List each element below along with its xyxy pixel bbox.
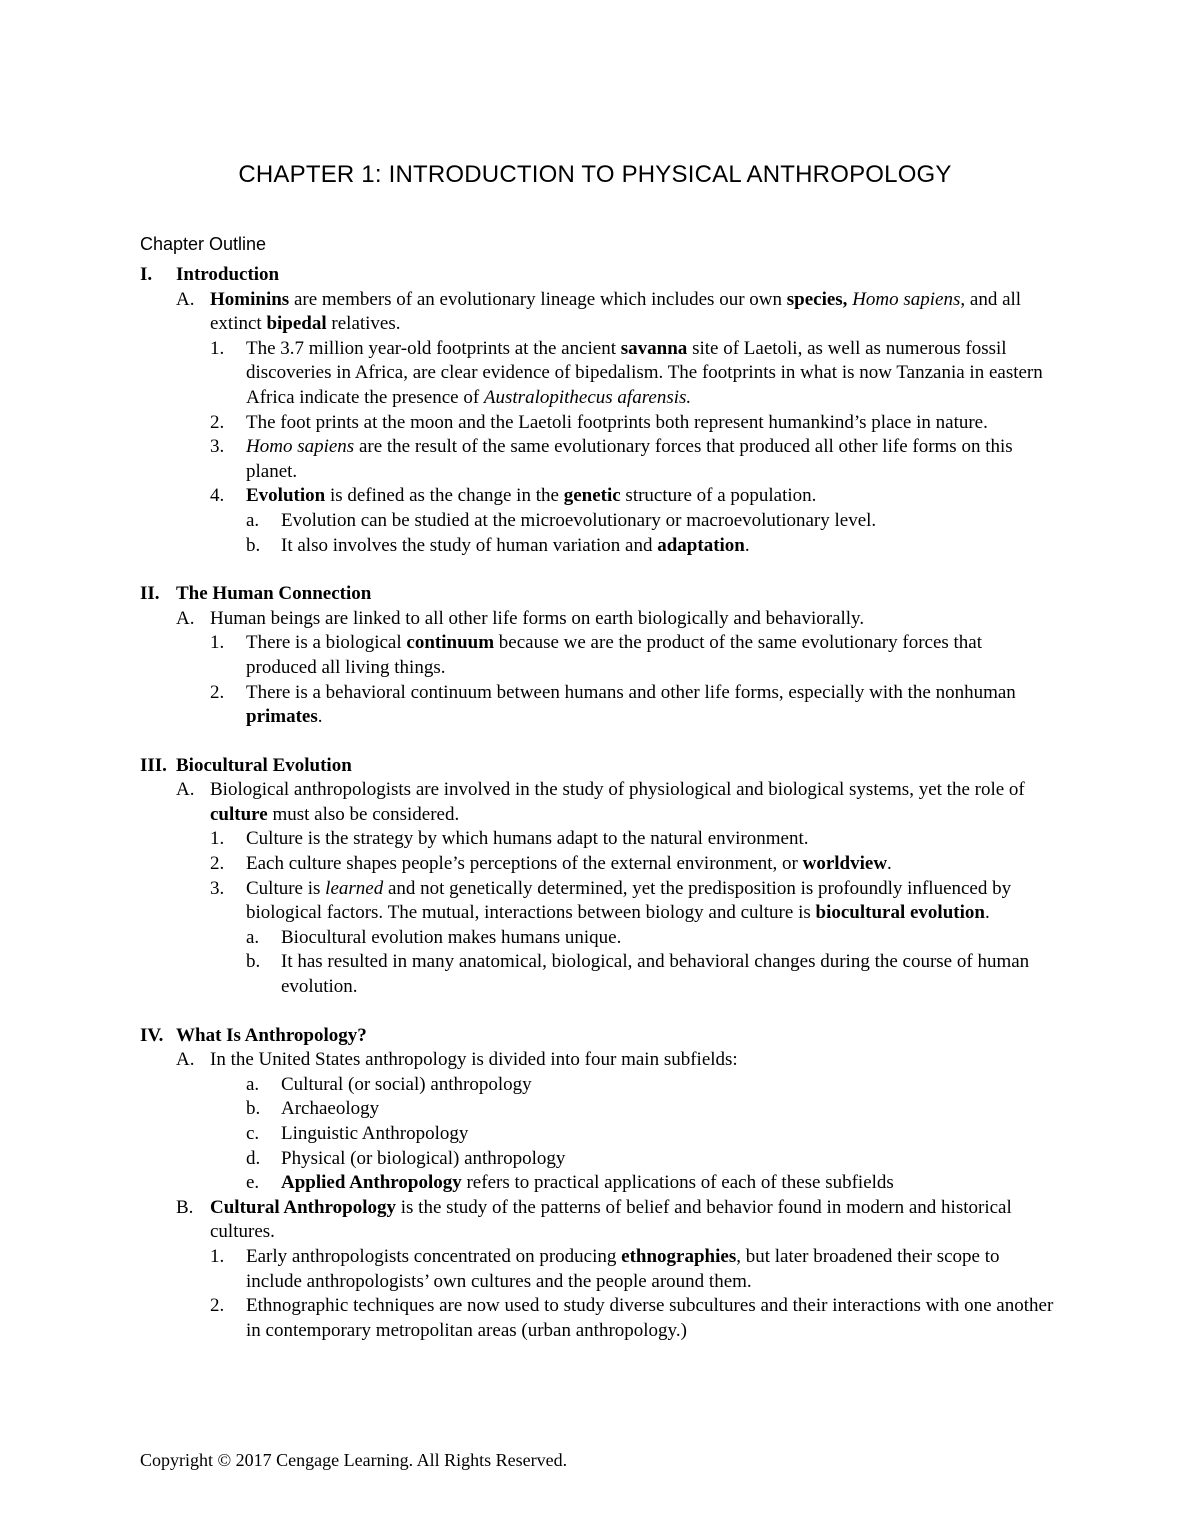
item-text: The foot prints at the moon and the Laetoli footprints both represent humankind’s place in nature.	[246, 411, 988, 433]
outline-item	[0, 1048, 1190, 1073]
item-text: In the United States anthropology is divided into four main subfields:	[210, 1049, 738, 1071]
item-marker: 1.	[210, 828, 225, 850]
item-marker: 3.	[210, 877, 225, 899]
outline-item	[0, 827, 1190, 852]
term: bipedal	[266, 313, 327, 335]
item-text: Ethnographic techniques are now used to study diverse subcultures and their interactions with one another in contemporary metropolitan areas (urban anthropology.)	[246, 1295, 1054, 1341]
item-text: Culture is learned and not genetically determined, yet the predisposition is profoundly influenced by biological factors. The mutual, interactions between biology and culture is biocultural evolution.	[246, 877, 1012, 924]
item-text: Evolution can be studied at the microevolutionary or macroevolutionary level.	[281, 509, 877, 531]
item-text: Early anthropologists concentrated on producing ethnographies, but later broadened their scope to include anthropologists’ own cultures and the people around them.	[246, 1245, 1000, 1292]
item-text: Homo sapiens are the result of the same evolutionary forces that produced all other life forms on this planet.	[246, 436, 1013, 482]
item-text: Hominins are members of an evolutionary lineage which includes our own species, Homo sapiens, and all extinct bipedal relatives.	[210, 288, 1022, 335]
item-text: Archaeology	[281, 1098, 380, 1120]
term: learned	[325, 877, 384, 899]
item-text: Each culture shapes people’s perceptions of the external environment, or worldview.	[246, 853, 892, 875]
chapter-title: CHAPTER 1: INTRODUCTION TO PHYSICAL ANTHROPOLOGY	[238, 161, 952, 188]
outline-item	[0, 509, 1190, 534]
outline-item	[0, 1245, 1190, 1294]
term: continuum	[406, 632, 495, 654]
outline-item	[0, 534, 1190, 559]
term: Applied Anthropology	[281, 1172, 462, 1194]
item-text: Biological anthropologists are involved in the study of physiological and biological systems, yet the role of culture must also be considered.	[210, 779, 1025, 825]
outline-item	[0, 484, 1190, 509]
item-marker: B.	[176, 1196, 194, 1218]
outline-item	[0, 607, 1190, 632]
section-title: The Human Connection	[176, 583, 372, 605]
item-marker: 1.	[210, 337, 225, 359]
outline-item	[0, 1147, 1190, 1172]
section-marker: III.	[140, 754, 167, 776]
term: adaptation	[657, 534, 745, 556]
item-marker: c.	[246, 1123, 260, 1144]
term: Evolution	[246, 485, 326, 507]
term: Hominins	[210, 288, 290, 310]
item-text: Human beings are linked to all other life forms on earth biologically and behaviorally.	[210, 607, 865, 629]
item-text: Linguistic Anthropology	[281, 1123, 469, 1144]
item-marker: A.	[176, 1049, 195, 1071]
section-title: Biocultural Evolution	[176, 754, 352, 776]
outline-item	[0, 926, 1190, 951]
outline-content	[0, 263, 1190, 1343]
item-marker: 3.	[210, 436, 225, 458]
item-text: Cultural (or social) anthropology	[281, 1073, 532, 1095]
item-marker: e.	[246, 1172, 260, 1194]
outline-item	[0, 1097, 1190, 1122]
item-text: It has resulted in many anatomical, biological, and behavioral changes during the course of human evolution.	[281, 951, 1030, 998]
item-marker: 2.	[210, 853, 225, 875]
item-marker: b.	[246, 951, 261, 973]
outline-item	[0, 877, 1190, 926]
outline-item	[0, 435, 1190, 484]
item-text: The 3.7 million year-old footprints at the ancient savanna site of Laetoli, as well as numerous fossil discoveries in Africa, are clear evidence of bipedalism. The footprints in what is now Tanzania in eastern Africa indicate the presence of Australopithecus afarensis.	[246, 337, 1043, 408]
section-marker: II.	[140, 583, 160, 605]
outline-item	[0, 778, 1190, 827]
outline-item	[0, 288, 1190, 337]
term: biocultural evolution	[815, 902, 985, 924]
item-text: Physical (or biological) anthropology	[281, 1147, 566, 1169]
outline-item	[0, 1171, 1190, 1196]
item-text: There is a biological continuum because we are the product of the same evolutionary forces that produced all living things.	[246, 632, 983, 678]
chapter-outline-label: Chapter Outline	[140, 234, 267, 254]
item-marker: A.	[176, 607, 195, 629]
item-marker: 1.	[210, 1245, 225, 1267]
outline-item	[0, 411, 1190, 436]
item-marker: a.	[246, 1073, 260, 1095]
outline-item	[0, 1294, 1190, 1343]
item-marker: a.	[246, 926, 260, 948]
outline-item	[0, 852, 1190, 877]
section-heading	[0, 582, 1190, 607]
section-marker: I.	[140, 264, 153, 285]
term: Homo sapiens	[246, 436, 355, 458]
section-title: Introduction	[176, 264, 280, 285]
outline-item	[0, 631, 1190, 680]
term: primates	[246, 706, 318, 728]
item-marker: A.	[176, 288, 195, 310]
outline-item	[0, 950, 1190, 999]
term: Homo sapiens	[852, 288, 961, 310]
item-marker: b.	[246, 1098, 261, 1120]
section-heading	[0, 263, 1190, 288]
item-text: Culture is the strategy by which humans adapt to the natural environment.	[246, 828, 809, 850]
item-text: Biocultural evolution makes humans unique.	[281, 926, 622, 948]
term: culture	[210, 803, 268, 825]
item-text: Cultural Anthropology is the study of the patterns of belief and behavior found in modern and historical cultures.	[210, 1196, 1012, 1243]
item-marker: d.	[246, 1147, 261, 1169]
term: species,	[786, 288, 848, 310]
term: Cultural Anthropology	[210, 1196, 396, 1218]
item-text: Applied Anthropology refers to practical applications of each of these subfields	[281, 1172, 894, 1194]
outline-item	[0, 1073, 1190, 1098]
item-marker: 2.	[210, 1295, 225, 1317]
item-marker: 4.	[210, 485, 225, 507]
term: ethnographies	[621, 1245, 737, 1267]
item-text: Evolution is defined as the change in the genetic structure of a population.	[246, 485, 817, 507]
section-heading	[0, 1024, 1190, 1049]
outline-item	[0, 681, 1190, 730]
item-marker: 2.	[210, 411, 225, 433]
term: genetic	[563, 485, 621, 507]
outline-item	[0, 1196, 1190, 1245]
section-heading	[0, 754, 1190, 779]
item-marker: 2.	[210, 681, 225, 703]
outline-item	[0, 337, 1190, 411]
item-marker: A.	[176, 779, 195, 801]
term: worldview	[802, 853, 888, 875]
item-text: It also involves the study of human variation and adaptation.	[281, 534, 750, 556]
item-text: There is a behavioral continuum between humans and other life forms, especially with the nonhuman primates.	[246, 681, 1016, 728]
term: Australopithecus afarensis.	[483, 386, 692, 408]
section-marker: IV.	[140, 1024, 164, 1046]
item-marker: a.	[246, 509, 260, 531]
item-marker: 1.	[210, 632, 225, 654]
outline-item	[0, 1122, 1190, 1147]
copyright-footer: Copyright © 2017 Cengage Learning. All Rights Reserved.	[140, 1450, 568, 1470]
item-marker: b.	[246, 534, 261, 556]
section-title: What Is Anthropology?	[176, 1024, 367, 1046]
term: savanna	[620, 337, 688, 359]
